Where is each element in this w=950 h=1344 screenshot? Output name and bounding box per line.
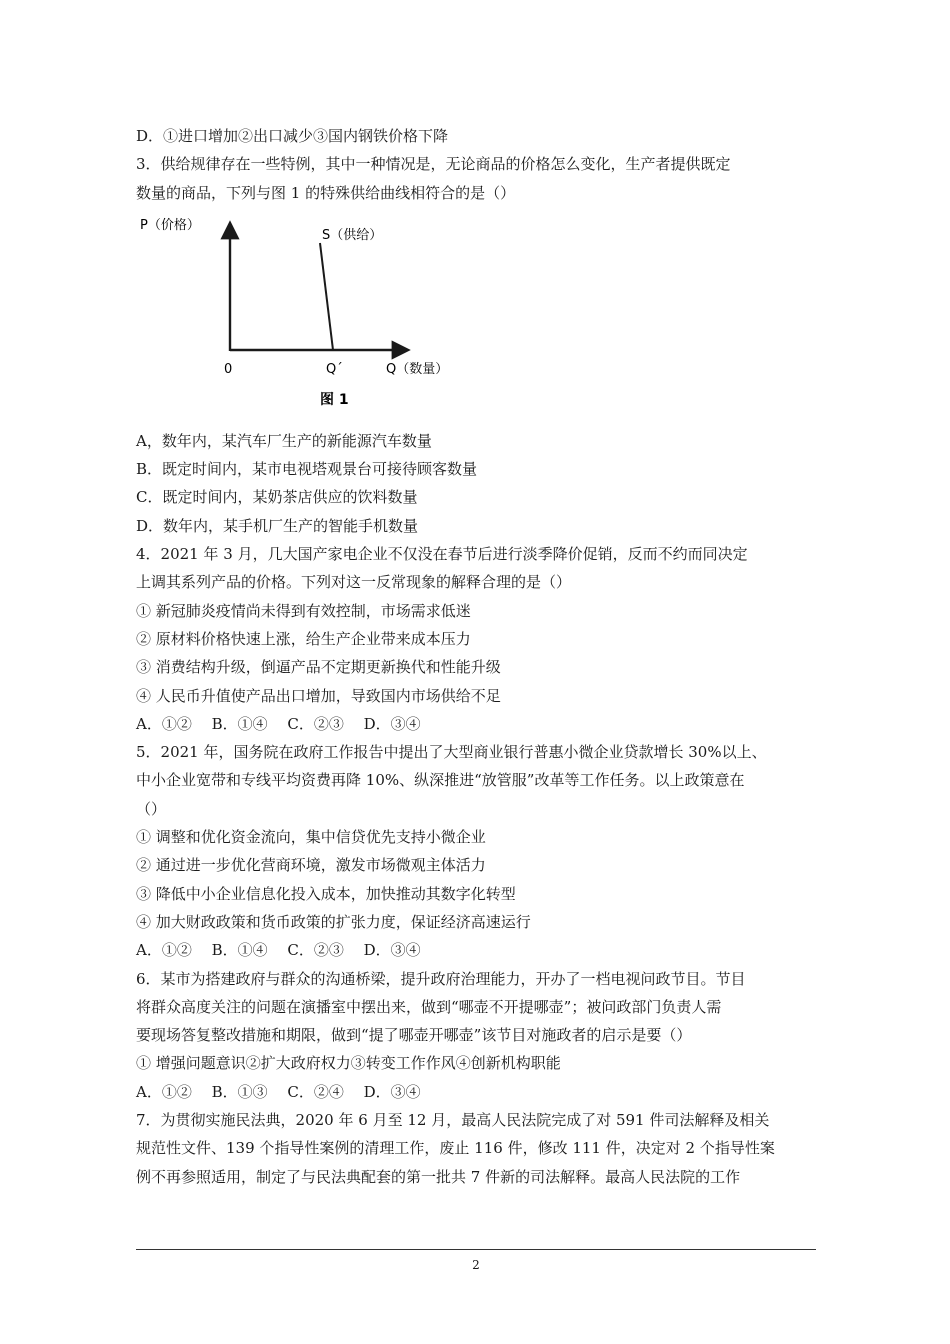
q3-option-c: C．既定时间内，某奶茶店供应的饮料数量 (136, 488, 418, 507)
y-axis-label: P（价格） (140, 217, 200, 233)
footer-divider (136, 1249, 816, 1250)
q7-stem-line-3: 例不再参照适用，制定了与民法典配套的第一批共 7 件新的司法解释。最高人民法院的工作 (136, 1167, 741, 1186)
prev-question-option-d: D．①进口增加②出口减少③国内钢铁价格下降 (136, 127, 449, 145)
figure-caption: 图 1 (320, 391, 349, 408)
x-axis-label: Q（数量） (386, 361, 449, 377)
q5-choices: A．①② B．①④ C．②③ D．③④ (136, 941, 421, 960)
q4-item-2: ② 原材料价格快速上涨，给生产企业带来成本压力 (136, 629, 471, 648)
q5-item-3: ③ 降低中小企业信息化投入成本，加快推动其数字化转型 (136, 884, 516, 903)
q6-choices: A．①② B．①③ C．②④ D．③④ (136, 1082, 421, 1101)
q3-option-a: A，数年内，某汽车厂生产的新能源汽车数量 (136, 431, 432, 450)
q7-stem-line-2: 规范性文件、139 个指导性案例的清理工作，废止 116 件，修改 111 件，决定对 2 个指导性案 (136, 1139, 775, 1158)
supply-curve-line (320, 243, 333, 350)
supply-curve-figure (136, 211, 476, 421)
q4-choices: A．①② B．①④ C．②③ D．③④ (136, 714, 421, 733)
q6-stem-line-1: 6．某市为搭建政府与群众的沟通桥梁，提升政府治理能力，开办了一档电视问政节目。节目 (136, 969, 746, 988)
q6-items: ① 增强问题意识②扩大政府权力③转变工作作风④创新机构职能 (136, 1054, 561, 1073)
page-number: 2 (472, 1258, 480, 1272)
q4-item-3: ③ 消费结构升级，倒逼产品不定期更新换代和性能升级 (136, 658, 501, 677)
q4-item-1: ① 新冠肺炎疫情尚未得到有效控制，市场需求低迷 (136, 601, 471, 620)
q5-stem-line-2: 中小企业宽带和专线平均资费再降 10%、纵深推进“放管服”改革等工作任务。以上政策意在 (136, 771, 745, 790)
q7-stem-line-1: 7．为贯彻实施民法典，2020 年 6 月至 12 月，最高人民法院完成了对 591 件司法解释及相关 (136, 1111, 770, 1130)
q3-option-d: D．数年内，某手机厂生产的智能手机数量 (136, 516, 419, 535)
supply-curve-label: S（供给） (322, 227, 383, 243)
q6-stem-line-3: 要现场答复整改措施和期限，做到“提了哪壶开哪壶”该节目对施政者的启示是要（） (136, 1026, 692, 1045)
q5-item-2: ② 通过进一步优化营商环境，激发市场微观主体活力 (136, 856, 486, 875)
q4-stem-line-2: 上调其系列产品的价格。下列对这一反常现象的解释合理的是（） (136, 573, 572, 592)
origin-label: 0 (224, 361, 233, 377)
supply-curve-diagram (136, 211, 476, 421)
q5-item-1: ① 调整和优化资金流向，集中信贷优先支持小微企业 (136, 828, 486, 847)
q5-item-4: ④ 加大财政政策和货币政策的扩张力度，保证经济高速运行 (136, 912, 531, 931)
q4-item-4: ④ 人民币升值使产品出口增加，导致国内市场供给不足 (136, 686, 501, 705)
q6-stem-line-2: 将群众高度关注的问题在演播室中摆出来，做到“哪壶不开提哪壶”；被问政部门负责人需 (136, 997, 722, 1016)
q-prime-label: Q´ (326, 361, 343, 377)
page-content (136, 122, 816, 1191)
q5-stem-line-1: 5．2021 年，国务院在政府工作报告中提出了大型商业银行普惠小微企业贷款增长 30%以上、 (136, 743, 767, 762)
q5-stem-line-3: （） (136, 799, 167, 818)
q3-stem-line-2: 数量的商品，下列与图 1 的特殊供给曲线相符合的是（） (136, 183, 516, 202)
q3-option-b: B．既定时间内，某市电视塔观景台可接待顾客数量 (136, 460, 478, 479)
q3-stem-line-1: 3．供给规律存在一些特例，其中一种情况是，无论商品的价格怎么变化，生产者提供既定 (136, 155, 731, 174)
q4-stem-line-1: 4．2021 年 3 月，几大国产家电企业不仅没在春节后进行淡季降价促销，反而不约而同决定 (136, 545, 748, 564)
